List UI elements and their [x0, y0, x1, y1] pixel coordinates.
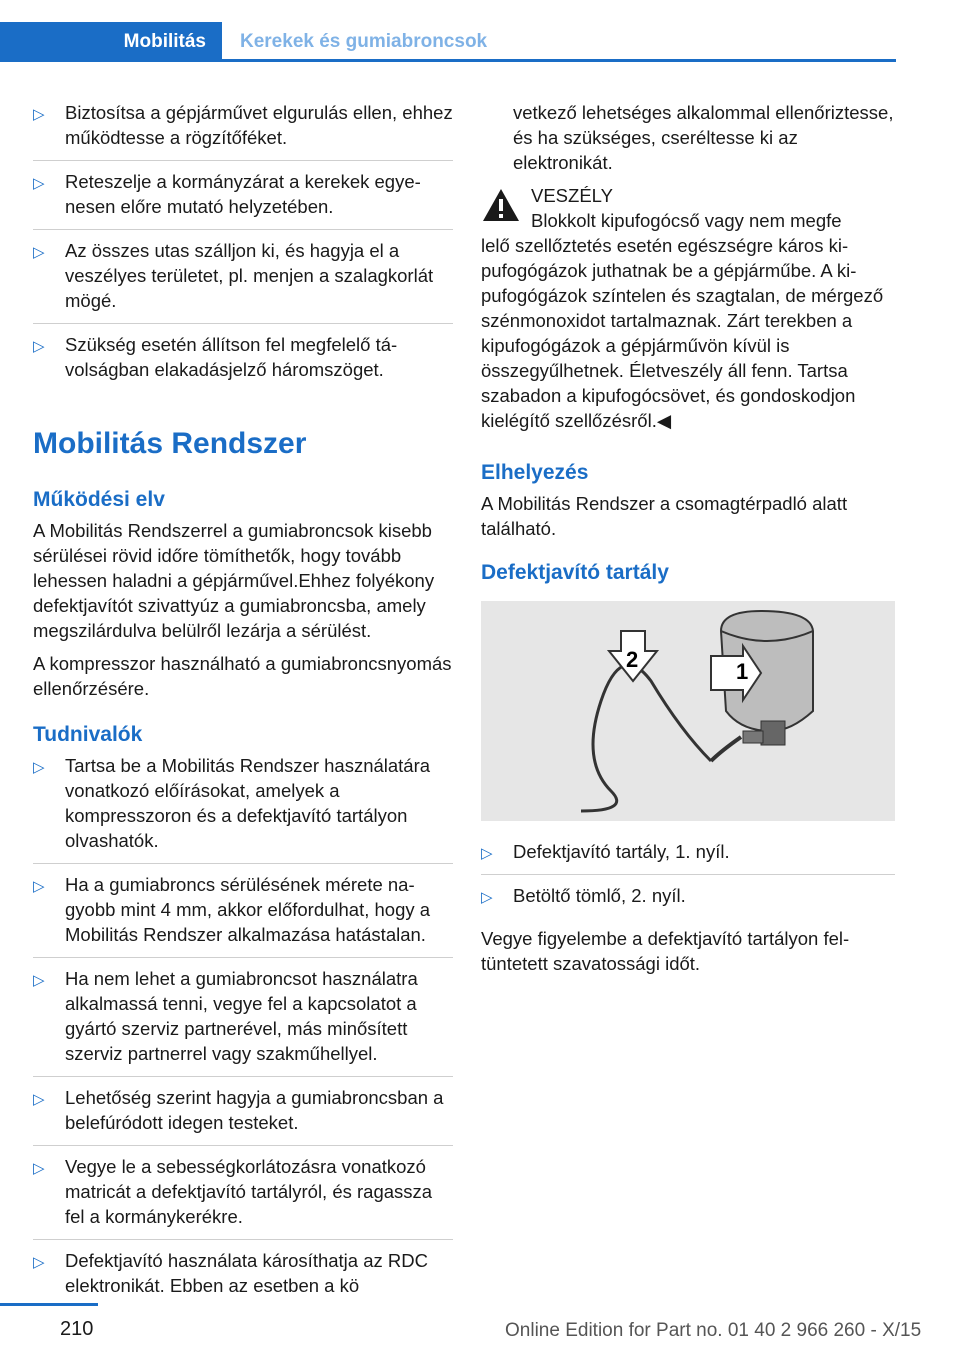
edition-text: Online Edition for Part no. 01 40 2 966 260 - X/15 [505, 1320, 922, 1341]
right-column [481, 100, 895, 984]
list-item: ▷ Ha nem lehet a gumiabroncsot használatra alkalmassá tenni, vegye fel a kapcsolatot a gyártó szerviz partnerével, más minősített szerviz partnerrel vagy szakműhellyel. [33, 966, 453, 1077]
list-item: ▷ Vegye le a sebességkorlátozásra vonatkozó matricát a defektjavító tartályról, és ragassza fel a kormánykerékre. [33, 1154, 453, 1240]
bullet-list-figure [481, 839, 895, 918]
header [0, 0, 960, 62]
warning-title: VESZÉLY [531, 185, 613, 206]
tab-kerekek[interactable]: Kerekek és gumiabroncsok [222, 22, 896, 62]
triangle-bullet-icon: ▷ [33, 878, 45, 895]
sealant-container-figure [481, 601, 895, 821]
list-item: ▷ Ha a gumiabroncs sérülésének mérete nagyobb mint 4 mm, akkor előfordulhat, hogy a Mobilitás Rendszer alkalmazása hatástalan. [33, 872, 453, 958]
paragraph: A Mobilitás Rendszerrel a gumiabroncsok kisebb sérülései rövid időre tömíthetők, hogy tovább lehessen haladni a gépjárművel.Ehhez folyékony defektjavítót szivattyúz a gumiabroncsba, amely megszilárdulva belülről lezárja a sérülést. [33, 520, 435, 641]
subheading-notes: Tudnivalók [33, 723, 143, 746]
paragraph: A kompresszor használható a gumiabroncsnyomás ellenőrzésére. [33, 653, 452, 699]
list-item: ▷ Reteszelje a kormányzárat a kerekek egyenesen előre mutató helyzetében. [33, 169, 453, 230]
triangle-bullet-icon: ▷ [481, 845, 493, 862]
triangle-bullet-icon: ▷ [33, 759, 45, 776]
list-item: ▷ Lehetőség szerint hagyja a gumiabroncsban a belefúródott idegen testeket. [33, 1085, 453, 1146]
arrow-label-1: 1 [736, 659, 749, 684]
triangle-bullet-icon: ▷ [33, 338, 45, 355]
subheading-placement: Elhelyezés [481, 461, 589, 484]
warning-text: lelő szellőztetés esetén egészségre káros kipufogógázok juthatnak be a gépjárműbe. A kipufogógázok színtelen és szagtalan, de mérgező szénmonoxidot tartalmaznak. Zárt terekben a kipufogógázok a gépjárművön kívül is összegyűlhetnek. Életveszély áll fenn. Tartsa szabadon a kipufogócsövet, és gondoskodjon kielégítő szellőzésről.◀ [481, 235, 884, 431]
list-item: ▷ Defektjavító tartály, 1. nyíl. [481, 839, 895, 875]
triangle-bullet-icon: ▷ [33, 1254, 45, 1271]
subheading-principle: Működési elv [33, 488, 165, 511]
tab-mobilitas[interactable]: Mobilitás [0, 22, 222, 62]
bullet-list-safety [33, 100, 453, 392]
triangle-bullet-icon: ▷ [33, 244, 45, 261]
arrow-label-2: 2 [626, 647, 639, 672]
triangle-bullet-icon: ▷ [33, 1160, 45, 1177]
sealant-container-illustration [481, 601, 895, 821]
section-title: Mobilitás Rendszer [33, 427, 307, 460]
warning-lead: Blokkolt kipufogócső vagy nem megfe [531, 210, 842, 231]
footer-rule [0, 1303, 98, 1306]
warning-triangle-icon [481, 187, 521, 223]
paragraph: A Mobilitás Rendszer a csomagtérpadló alatt található. [481, 493, 848, 539]
list-item: ▷ Biztosítsa a gépjárművet elgurulás ellen, ehhez működtesse a rögzítőféket. [33, 100, 453, 161]
list-item: ▷ Szükség esetén állítson fel megfelelő távolságban elakadásjelző háromszöget. [33, 334, 398, 380]
triangle-bullet-icon: ▷ [33, 175, 45, 192]
triangle-bullet-icon: ▷ [33, 106, 45, 123]
paragraph-continued: vetkező lehetséges alkalommal ellenőriztesse, és ha szükséges, cseréltesse ki az elektronikát. [513, 102, 894, 173]
list-item: ▷ Tartsa be a Mobilitás Rendszer használatára vonatkozó előírásokat, amelyek a kompresszoron és a defektjavító tartályon olvashatók. [33, 753, 453, 864]
triangle-bullet-icon: ▷ [481, 889, 493, 906]
paragraph: Vegye figyelembe a defektjavító tartályon feltüntetett szavatossági időt. [481, 928, 850, 974]
page-number: 210 [60, 1318, 94, 1340]
bullet-list-notes [33, 753, 453, 1308]
triangle-bullet-icon: ▷ [33, 1091, 45, 1108]
warning-box [481, 183, 895, 433]
triangle-bullet-icon: ▷ [33, 972, 45, 989]
left-column [33, 100, 453, 1316]
subheading-container: Defektjavító tartály [481, 561, 669, 584]
list-item: ▷ Az összes utas szálljon ki, és hagyja el a veszélyes területet, pl. menjen a szalagkorlát mögé. [33, 238, 453, 324]
list-item: ▷ Defektjavító használata károsíthatja az RDC elektronikát. Ebben az esetben a kö [33, 1250, 428, 1296]
list-item: ▷ Betöltő tömlő, 2. nyíl. [481, 883, 895, 918]
